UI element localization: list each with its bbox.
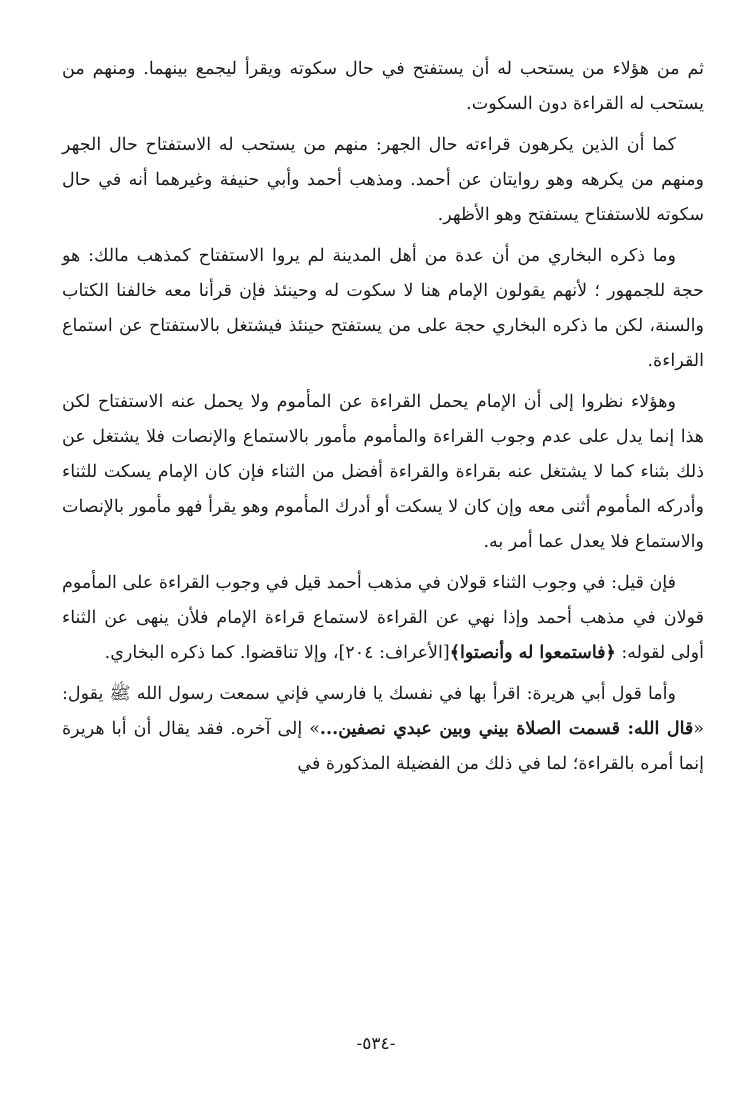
hadith-quote: قال الله: قسمت الصلاة بيني وبين عبدي نصفين... <box>319 719 694 739</box>
paragraph-6-intro: وأما قول أبي هريرة: اقرأ بها في نفسك يا فارسي فإني سمعت رسول الله ﷺ يقول: « <box>62 684 704 739</box>
paragraph-2: كما أن الذين يكرهون قراءته حال الجهر: منهم من يستحب له الاستفتاح حال الجهر ومنهم من يكرهه وهو روايتان عن أحمد. ومذهب أحمد وأبي حنيفة وغيرهما أنه في حال سكوته للاستفتاح يستفتح وهو الأظهر. <box>62 135 704 225</box>
paragraph-5 <box>62 566 704 671</box>
paragraph-6-continuation: » إلى آخره. فقد يقال أن أبا هريرة إنما أمره بالقراءة؛ لما في ذلك من الفضيلة المذكورة في <box>62 719 704 774</box>
page-number: -٥٣٤- <box>356 1034 396 1054</box>
quran-verse: ﴿فاستمعوا له وأنصتوا﴾ <box>449 643 616 663</box>
paragraph-5-intro: فإن قيل: في وجوب الثناء قولان في مذهب أحمد قيل في وجوب القراءة على المأموم قولان في مذهب أحمد وإذا نهي عن القراءة لاستماع قراءة الإمام فلأن ينهى عن الثناء أولى لقوله: <box>62 573 704 663</box>
paragraph-4: وهؤلاء نظروا إلى أن الإمام يحمل القراءة عن المأموم ولا يحمل عنه الاستفتاح لكن هذا إنما يدل على عدم وجوب القراءة والمأموم مأمور بالاستماع والإنصات فلا يشتغل عن ذلك بثناء كما لا يشتغل عنه بقراءة والقراءة أفضل من الثناء فإن كان الإمام يسكت للثناء وأدركه المأموم أثنى معه وإن كان لا يسكت أو أدرك المأموم وهو يقرأ فهو مأمور بالإنصات والاستماع فلا يعدل عما أمر به. <box>62 392 704 552</box>
paragraph-5-citation: [الأعراف: ٢٠٤]، وإلا تناقضوا. كما ذكره البخاري. <box>104 643 450 663</box>
paragraph-6 <box>62 677 704 782</box>
page-body <box>62 52 704 788</box>
paragraph-3: وما ذكره البخاري من أن عدة من أهل المدينة لم يروا الاستفتاح كمذهب مالك: هو حجة للجمهور ؛ لأنهم يقولون الإمام هنا لا سكوت له وحينئذ فإن قرأنا معه خالفنا الكتاب والسنة، لكن ما ذكره البخاري حجة على من يستفتح حينئذ فيشتغل بالاستفتاح عن استماع القراءة. <box>62 246 704 371</box>
paragraph-1: ثم من هؤلاء من يستحب له أن يستفتح في حال سكوته ويقرأ ليجمع بينهما. ومنهم من يستحب له القراءة دون السكوت. <box>62 59 704 114</box>
